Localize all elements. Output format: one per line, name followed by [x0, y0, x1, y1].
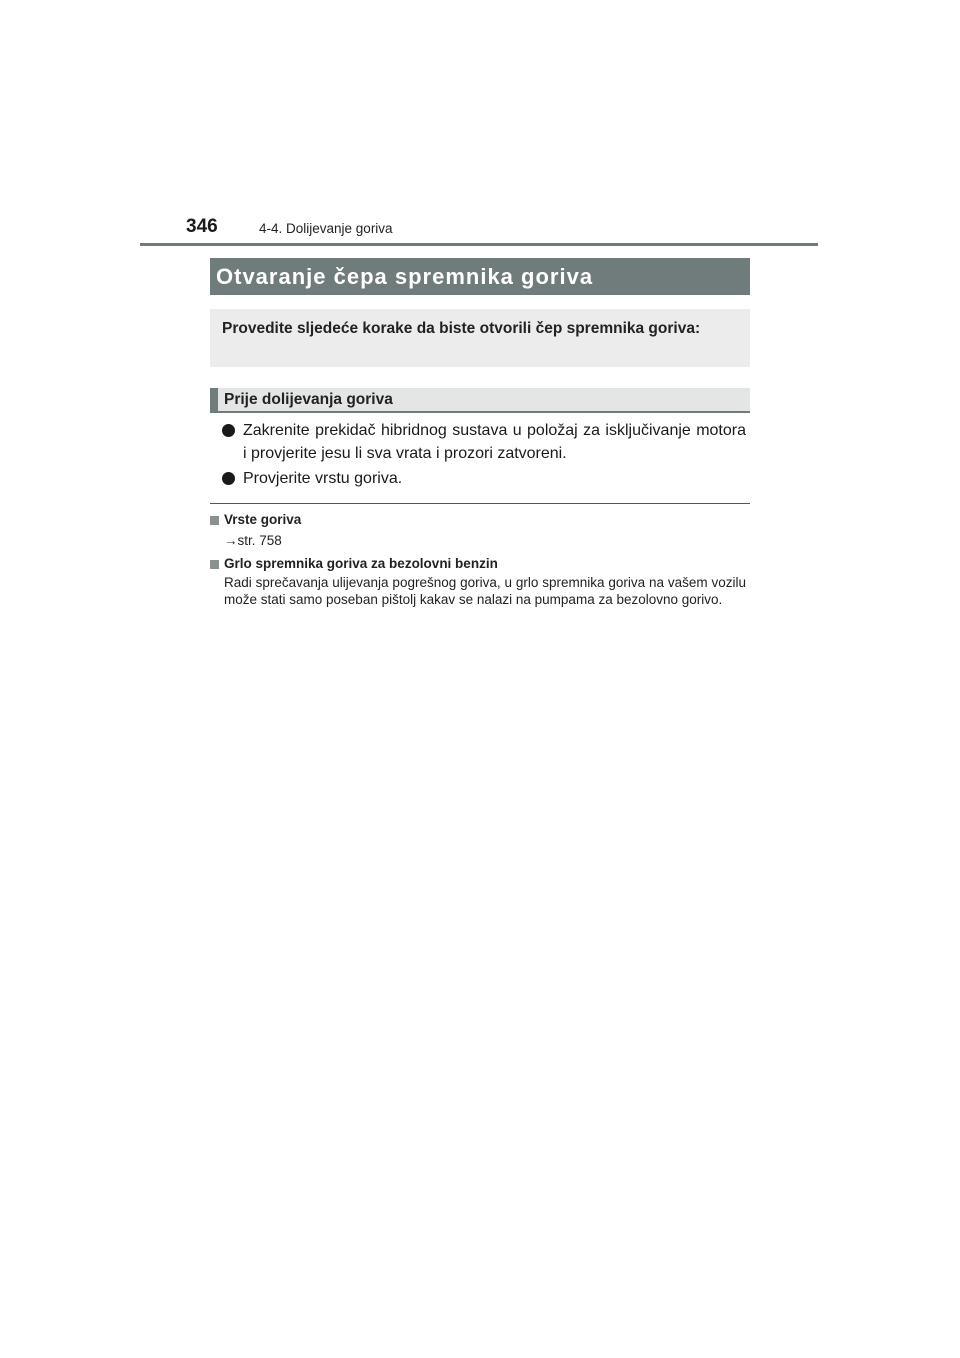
bullet-text: Provjerite vrstu goriva.	[243, 470, 403, 487]
square-bullet-icon	[210, 560, 219, 569]
page-reference-link[interactable]: →str. 758	[224, 533, 282, 548]
page-title: Otvaranje čepa spremnika goriva	[216, 263, 594, 289]
subsection-header	[210, 388, 750, 413]
bullet-text: Zakrenite prekidač hibridnog sustava u položaj za isključivanje motora i provjerite jesu li sva vrata i prozori zatvoreni.	[243, 422, 746, 462]
notes-divider	[210, 503, 750, 504]
intro-box: Provedite sljedeće korake da biste otvorili čep spremnika goriva:	[210, 309, 750, 367]
square-bullet-icon	[210, 516, 219, 525]
page-title-bar	[210, 258, 750, 295]
bullet-icon	[222, 472, 235, 485]
page-number: 346	[186, 216, 218, 237]
note-fuel-types	[210, 511, 746, 549]
header-divider	[140, 243, 818, 246]
list-item	[222, 467, 746, 490]
bullet-list	[222, 419, 746, 492]
bullet-icon	[222, 424, 235, 437]
subsection-title: Prije dolijevanja goriva	[224, 390, 393, 408]
note-filler-neck	[210, 555, 746, 608]
list-item	[222, 419, 746, 465]
note-title: Grlo spremnika goriva za bezolovni benzin	[224, 556, 498, 571]
section-reference: 4-4. Dolijevanje goriva	[259, 221, 393, 236]
note-title: Vrste goriva	[224, 512, 302, 527]
note-body: Radi sprečavanja ulijevanja pogrešnog goriva, u grlo spremnika goriva na vašem vozilu može stati samo poseban pištolj kakav se nalazi na pumpama za bezolovno gorivo.	[224, 575, 746, 607]
